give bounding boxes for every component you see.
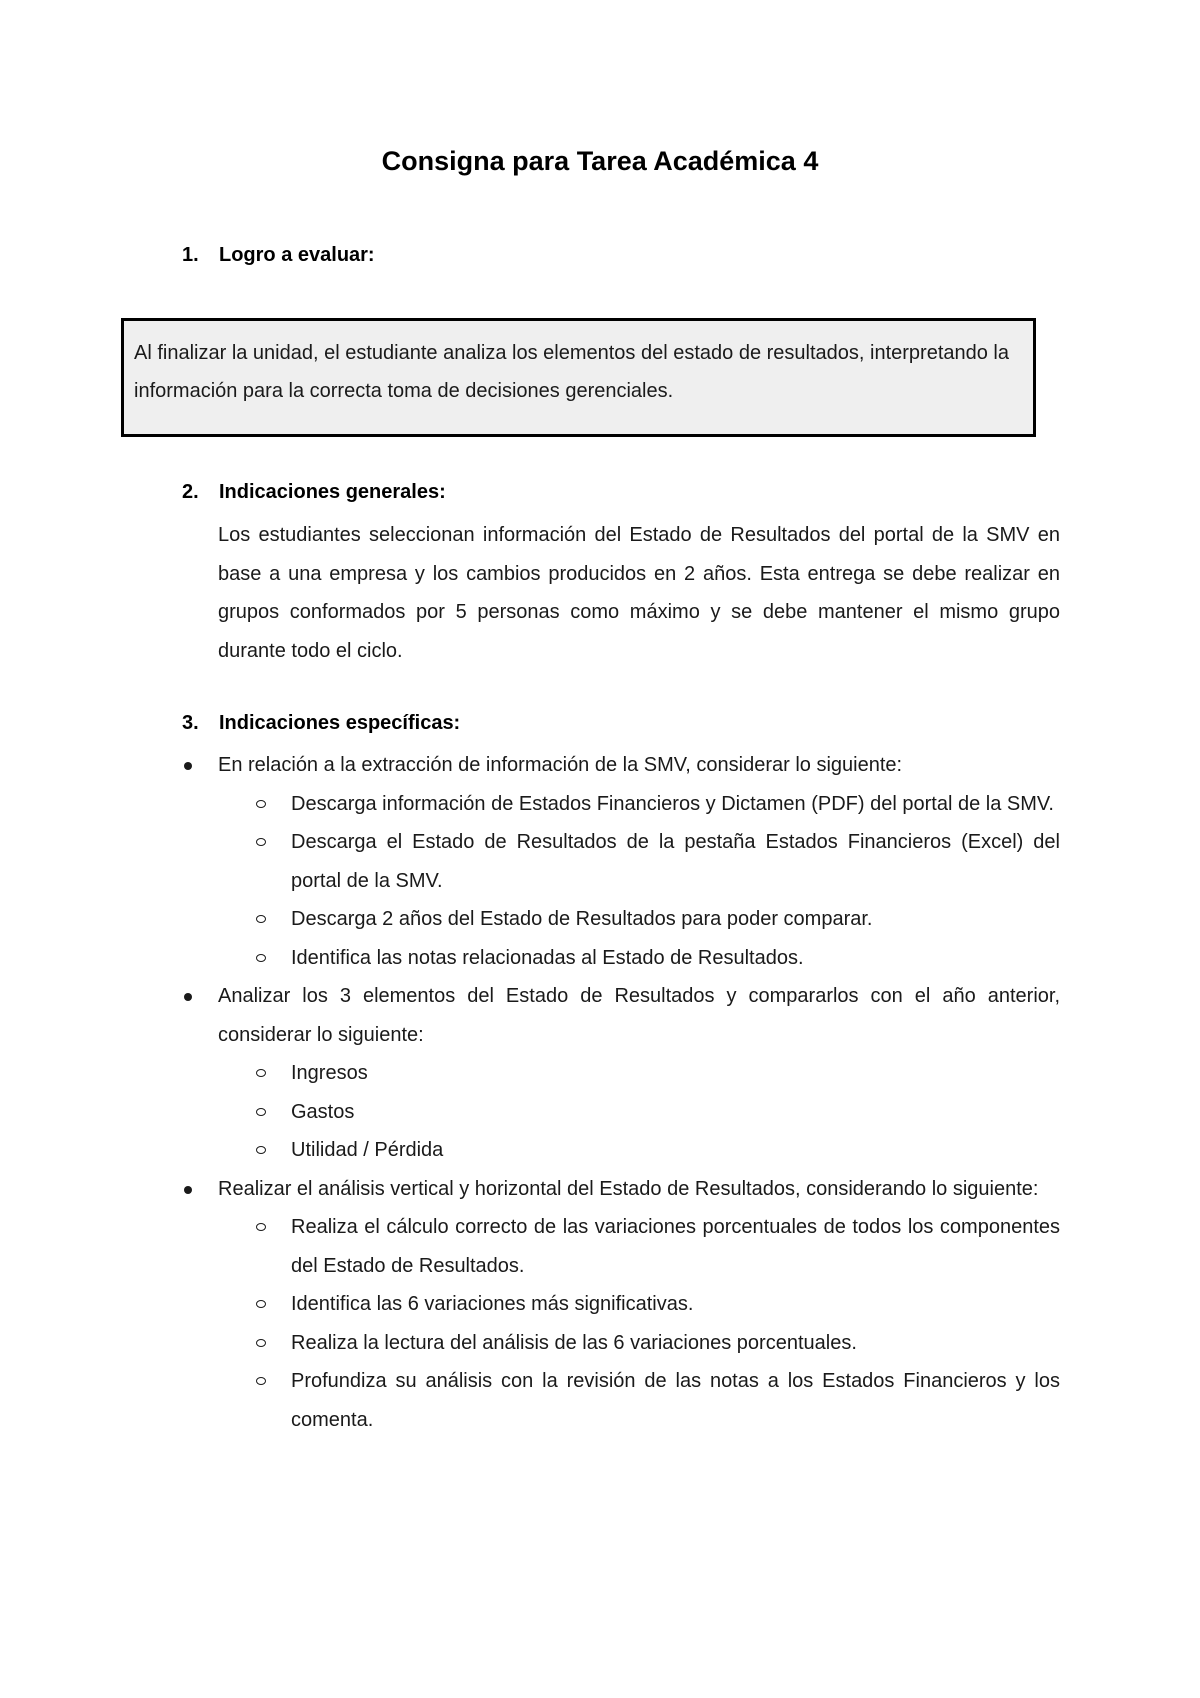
bullet-icon: [184, 762, 192, 770]
section-heading-text: Indicaciones específicas:: [219, 712, 461, 734]
sub-item-text: Realiza el cálculo correcto de las variaciones porcentuales de todos los componentes del Estado de Resultados.: [291, 1216, 1060, 1277]
sub-item-text: Descarga 2 años del Estado de Resultados para poder comparar.: [291, 908, 873, 930]
sub-item-text: Descarga información de Estados Financieros y Dictamen (PDF) del portal de la SMV.: [291, 792, 1054, 815]
circle-bullet-icon: [256, 1339, 266, 1347]
bullet-text: Analizar los 3 elementos del Estado de Resultados y compararlos con el año anterior, considerar lo siguiente:: [218, 985, 1060, 1046]
section-heading-text: Indicaciones generales:: [219, 481, 446, 503]
sub-list-item: [182, 900, 1060, 939]
section-heading-logro: [182, 244, 375, 267]
sub-list-item: [182, 785, 1060, 824]
sub-list-item: [182, 939, 1060, 978]
learning-goal-box: Al finalizar la unidad, el estudiante analiza los elementos del estado de resultados, interpretando la información para la correcta toma de decisiones gerenciales.: [121, 318, 1036, 437]
circle-bullet-icon: [256, 1069, 266, 1077]
sub-item-text: Utilidad / Pérdida: [291, 1139, 444, 1161]
circle-bullet-icon: [256, 1300, 266, 1308]
circle-bullet-icon: [256, 838, 266, 846]
bullet-text: En relación a la extracción de información de la SMV, considerar lo siguiente:: [218, 754, 903, 776]
bullet-icon: [184, 1186, 192, 1194]
sub-list-item: [182, 1362, 1060, 1439]
sub-list-item: [182, 823, 1060, 900]
sub-item-text: Descarga el Estado de Resultados de la pestaña Estados Financieros (Excel) del portal de la SMV.: [291, 831, 1060, 892]
bullet-text: Realizar el análisis vertical y horizontal del Estado de Resultados, considerando lo siguiente:: [218, 1177, 1039, 1200]
circle-bullet-icon: [256, 954, 266, 962]
specific-instructions-list: [182, 746, 1060, 1439]
section-heading-especificas: [182, 712, 460, 735]
section-number: 2.: [182, 481, 199, 503]
sub-list-item: [182, 1131, 1060, 1170]
sub-list-item: [182, 1208, 1060, 1285]
sub-list: [182, 785, 1060, 978]
page-title: Consigna para Tarea Académica 4: [381, 146, 819, 176]
section-number: 1.: [182, 244, 199, 266]
bullet-icon: [184, 993, 192, 1001]
section-heading-generales: [182, 481, 446, 504]
circle-bullet-icon: [256, 1108, 266, 1116]
circle-bullet-icon: [256, 915, 266, 923]
section-number: 3.: [182, 712, 199, 734]
sub-list-item: [182, 1285, 1060, 1324]
list-item: [182, 1170, 1060, 1209]
sub-list-item: [182, 1054, 1060, 1093]
sub-item-text: Profundiza su análisis con la revisión de las notas a los Estados Financieros y los comenta.: [291, 1370, 1060, 1431]
sub-list: [182, 1054, 1060, 1170]
sub-list: [182, 1208, 1060, 1439]
sub-item-text: Identifica las 6 variaciones más significativas.: [291, 1293, 694, 1315]
circle-bullet-icon: [256, 800, 266, 808]
sub-list-item: [182, 1324, 1060, 1363]
sub-item-text: Ingresos: [291, 1062, 368, 1084]
sub-list-item: [182, 1093, 1060, 1132]
list-item: [182, 977, 1060, 1054]
sub-item-text: Gastos: [291, 1100, 355, 1123]
circle-bullet-icon: [256, 1377, 266, 1385]
list-item: [182, 746, 1060, 785]
sub-item-text: Realiza la lectura del análisis de las 6 variaciones porcentuales.: [291, 1331, 857, 1354]
general-instructions-paragraph: Los estudiantes seleccionan información del Estado de Resultados del portal de la SMV en base a una empresa y los cambios producidos en 2 años. Esta entrega se debe realizar en grupos conformados por 5 personas como máximo y se debe mantener el mismo grupo durante todo el ciclo.: [218, 524, 1060, 662]
circle-bullet-icon: [256, 1223, 266, 1231]
sub-item-text: Identifica las notas relacionadas al Estado de Resultados.: [291, 946, 804, 969]
section-heading-text: Logro a evaluar:: [219, 244, 375, 266]
circle-bullet-icon: [256, 1146, 266, 1154]
